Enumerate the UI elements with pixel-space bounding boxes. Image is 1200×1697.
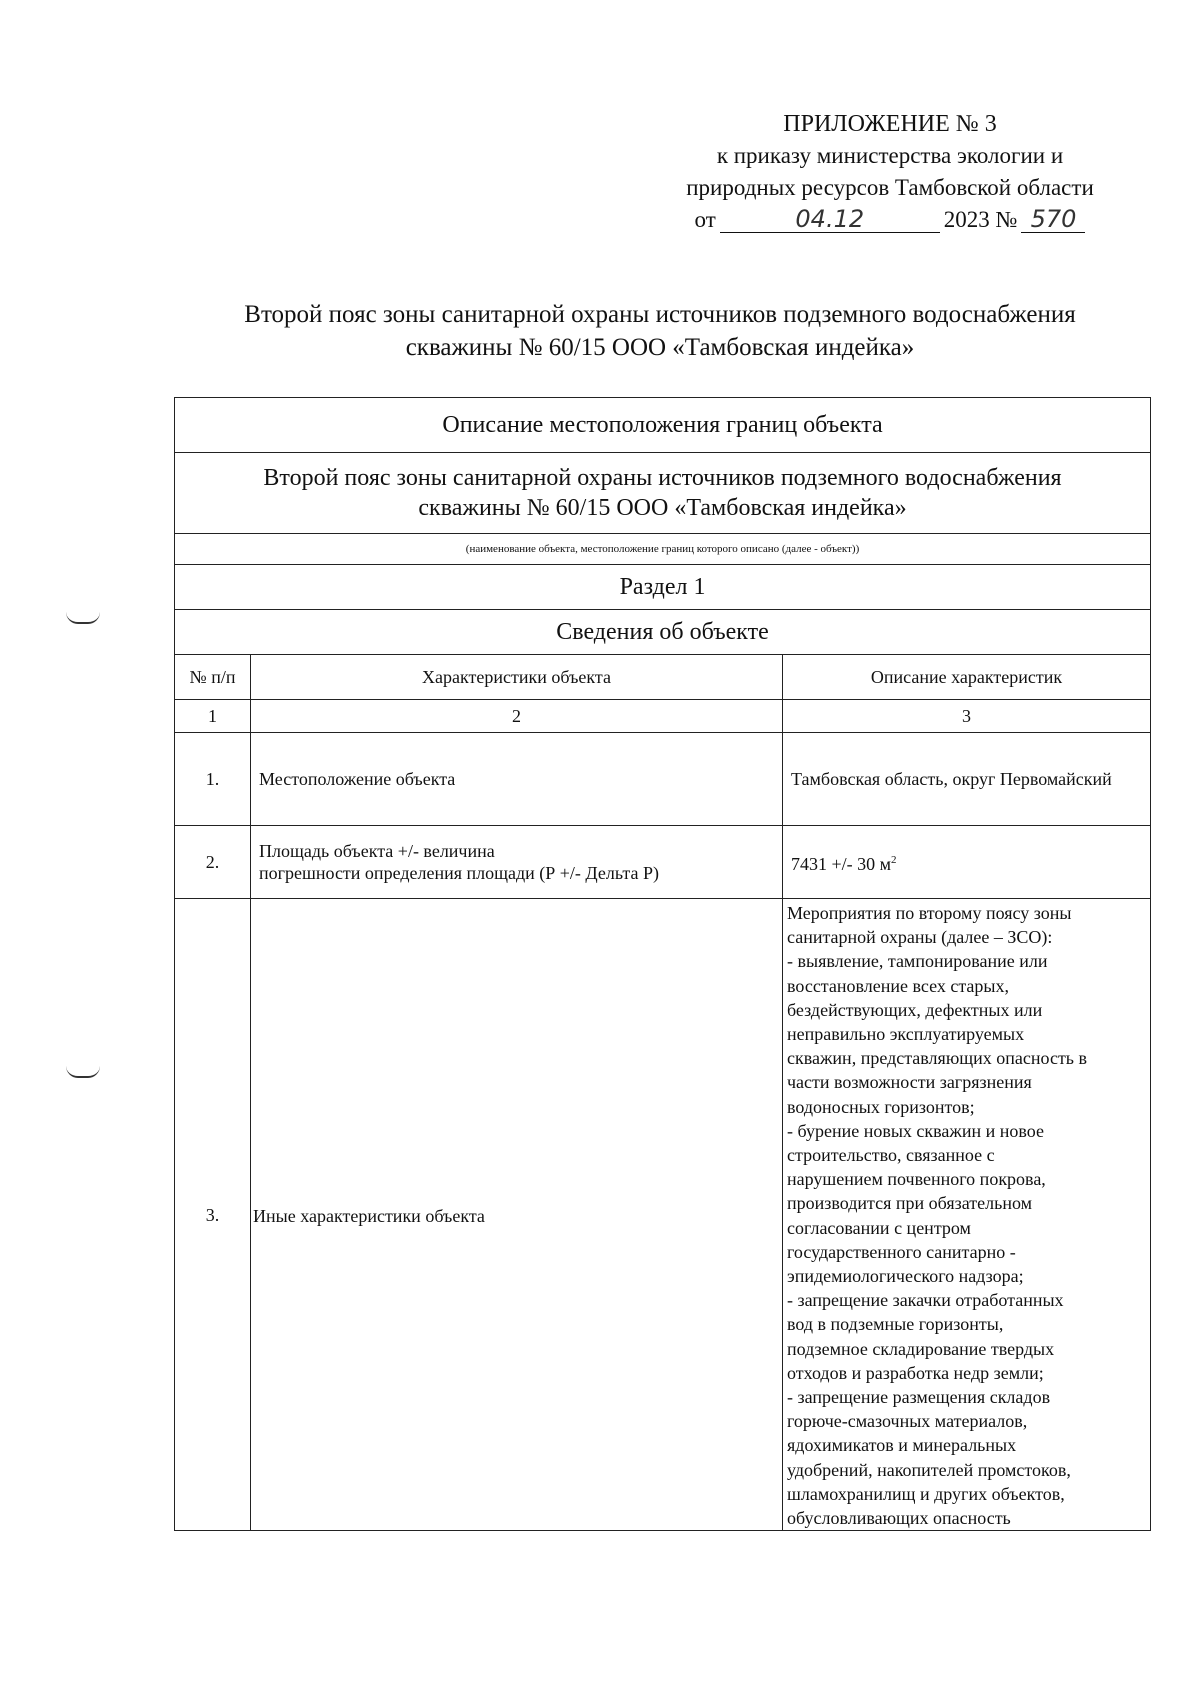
value-line: нарушением почвенного покрова, [787,1169,1046,1190]
main-title [170,298,1150,364]
characteristic-name-line: погрешности определения площади (Р +/- Дельта Р) [259,863,659,883]
value-line: горюче-смазочных материалов, [787,1411,1028,1432]
value-line: вод в подземные горизонты, [787,1314,1004,1335]
value-line: производится при обязательном [787,1193,1032,1214]
scan-mark [66,612,100,624]
value-line: - запрещение размещения складов [787,1387,1051,1408]
column-number: 1 [175,700,251,733]
characteristic-name-line: Площадь объекта +/- величина [259,841,495,861]
column-number: 3 [783,700,1151,733]
value-line: отходов и разработка недр земли; [787,1362,1044,1383]
area-value: 7431 +/- 30 м [791,854,892,874]
section-title: Раздел 1 [175,565,1151,610]
characteristic-name: Местоположение объекта [251,733,783,826]
description-heading: Описание местоположения границ объекта [175,398,1151,453]
table-row [175,733,1151,826]
value-line: обусловливающих опасность [787,1508,1011,1529]
characteristic-value: Тамбовская область, округ Первомайский [783,733,1151,826]
value-line: подземное складирование твердых [787,1338,1055,1359]
area-unit-exponent: 2 [891,854,897,866]
characteristic-value [783,899,1151,1531]
object-name-line-1: Второй пояс зоны санитарной охраны источников подземного водоснабжения [263,465,1062,491]
value-line: шламохранилищ и других объектов, [787,1483,1065,1504]
value-line: неправильно эксплуатируемых [787,1024,1025,1045]
value-line: бездействующих, дефектных или [787,999,1043,1020]
column-number: 2 [251,700,783,733]
value-line: санитарной охраны (далее – ЗСО): [787,927,1053,948]
header-line-2: природных ресурсов Тамбовской области [686,175,1094,200]
row-number: 3. [175,899,251,1531]
value-line: согласовании с центром [787,1217,971,1238]
value-line: восстановление всех старых, [787,975,1010,996]
boundary-description-table [174,397,1151,1531]
value-line: скважин, представляющих опасность в [787,1048,1088,1069]
characteristic-value [783,826,1151,899]
from-label: от [694,207,716,232]
info-heading: Сведения об объекте [175,610,1151,655]
value-line: Мероприятия по второму поясу зоны [787,903,1072,923]
object-name-line-2: скважины № 60/15 ООО «Тамбовская индейка» [418,495,907,521]
info-heading-row [175,610,1151,655]
handwritten-date: 04.12 [720,206,940,233]
value-line: - выявление, тампонирование или [787,951,1048,972]
table-row [175,826,1151,899]
table-row [175,899,1151,1531]
scan-mark [66,1066,100,1078]
year-label: 2023 № [943,207,1018,232]
handwritten-order-number: 570 [1021,206,1085,233]
column-header-row [175,655,1151,700]
value-line: государственного санитарно - [787,1241,1016,1262]
object-caption: (наименование объекта, местоположение границ которого описано (далее - объект)) [175,534,1151,565]
row-number: 1. [175,733,251,826]
column-header: Характеристики объекта [251,655,783,700]
appendix-title: ПРИЛОЖЕНИЕ № 3 [783,111,997,137]
value-line: удобрений, накопителей промстоков, [787,1459,1071,1480]
caption-row [175,534,1151,565]
value-line: строительство, связанное с [787,1145,995,1166]
column-number-row [175,700,1151,733]
table-heading-row [175,398,1151,453]
order-date-line [640,204,1140,236]
main-title-line-2: скважины № 60/15 ООО «Тамбовская индейка» [405,334,915,361]
main-title-line-1: Второй пояс зоны санитарной охраны источников подземного водоснабжения [244,301,1076,328]
characteristic-name [251,826,783,899]
object-name-row [175,453,1151,534]
value-line: водоносных горизонтов; [787,1096,975,1117]
column-header: Описание характеристик [783,655,1151,700]
section-row [175,565,1151,610]
column-header: № п/п [175,655,251,700]
value-line: ядохимикатов и минеральных [787,1435,1017,1456]
row-number: 2. [175,826,251,899]
value-line: - запрещение закачки отработанных [787,1290,1064,1311]
document-header [640,108,1140,236]
characteristic-name: Иные характеристики объекта [251,899,783,1531]
value-line: - бурение новых скважин и новое [787,1120,1044,1141]
header-line-1: к приказу министерства экологии и [716,143,1064,168]
object-name [175,453,1151,534]
value-line: части возможности загрязнения [787,1072,1032,1093]
value-line: эпидемиологического надзора; [787,1266,1024,1287]
